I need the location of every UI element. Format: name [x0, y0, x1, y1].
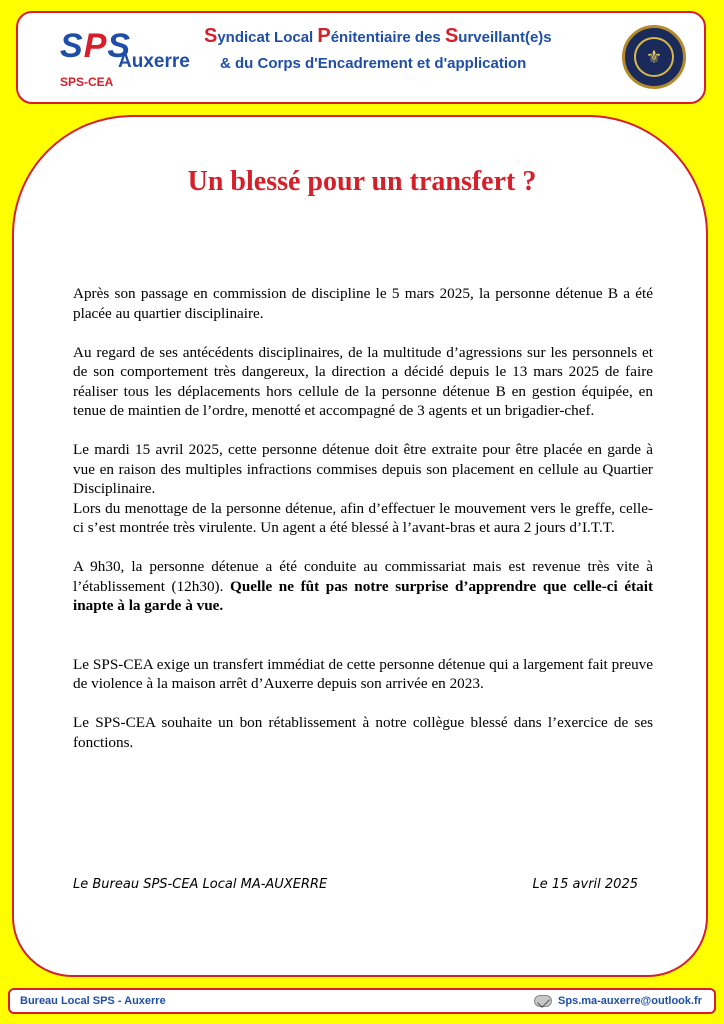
- bold-emphasis: Quelle ne fût pas notre surprise d’apprendre que celle-ci était inapte à la garde à vue.: [73, 577, 654, 614]
- footer-contact: [534, 995, 702, 1007]
- footer-email[interactable]: Sps.ma-auxerre@outlook.fr: [558, 995, 702, 1007]
- envelope-icon: [534, 995, 552, 1007]
- union-name-line2: & du Corps d'Encadrement et d'application: [220, 55, 527, 72]
- paragraph: A 9h30, la personne détenue a été conduite au commissariat mais est revenue très vite à l’établissement (12h30). Quelle ne fût pas notre surprise d’apprendre que celle-ci était inapte à la garde à vue.: [73, 558, 654, 614]
- paragraph: Lors du menottage de la personne détenue, afin d’effectuer le mouvement vers le greffe, celle-ci s’est montrée très virulente. Un agent a été blessé à l’avant-bras et aura 2 jours d’I.T.T.: [73, 499, 653, 536]
- paragraph: Le mardi 15 avril 2025, cette personne détenue doit être extraite pour être placée en garde à vue en raison des multiples infractions commises depuis son placement en cellule au Quartier Disciplinaire.: [73, 441, 653, 497]
- union-name: Syndicat Local Pénitentiaire des Surveillant(e)s & du Corps d'Encadrement et d'application: [204, 23, 574, 77]
- paragraph: Après son passage en commission de discipline le 5 mars 2025, la personne détenue B a été placée au quartier disciplinaire.: [73, 285, 653, 322]
- fleur-de-lis-icon: ⚜: [634, 37, 674, 77]
- signature-author: Le Bureau SPS-CEA Local MA-AUXERRE: [73, 877, 328, 892]
- letterhead: [16, 11, 706, 104]
- signature-line: [73, 877, 638, 892]
- paragraph: Le SPS-CEA souhaite un bon rétablissement à notre collègue blessé dans l’exercice de ses fonctions.: [73, 714, 653, 751]
- logo-city: Auxerre: [118, 51, 190, 72]
- logo-subtitle: SPS-CEA: [60, 75, 114, 89]
- document-title: Un blessé pour un transfert ?: [187, 166, 537, 197]
- signature-date: Le 15 avril 2025: [532, 877, 638, 892]
- footer-office: Bureau Local SPS - Auxerre: [20, 995, 166, 1007]
- maison-arret-badge-icon: [622, 25, 686, 89]
- document-body: [73, 284, 653, 772]
- paragraph: Au regard de ses antécédents disciplinaires, de la multitude d’agressions sur les personnels et de son comportement très dangereux, la direction a décidé depuis le 13 mars 2025 de faire réaliser tous les déplacements hors cellule de la personne détenue B en gestion équipée, en tenue de maintien de l’ordre, menotté et accompagné de 3 agents et un brigadier-chef.: [73, 343, 653, 419]
- logo-brand: SPS: [60, 27, 132, 65]
- paragraph: Le SPS-CEA exige un transfert immédiat de cette personne détenue qui a largement fait preuve de violence à la maison arrêt d’Auxerre depuis son arrivée en 2023.: [73, 655, 653, 692]
- footer: [8, 988, 716, 1014]
- sps-logo: [44, 23, 194, 95]
